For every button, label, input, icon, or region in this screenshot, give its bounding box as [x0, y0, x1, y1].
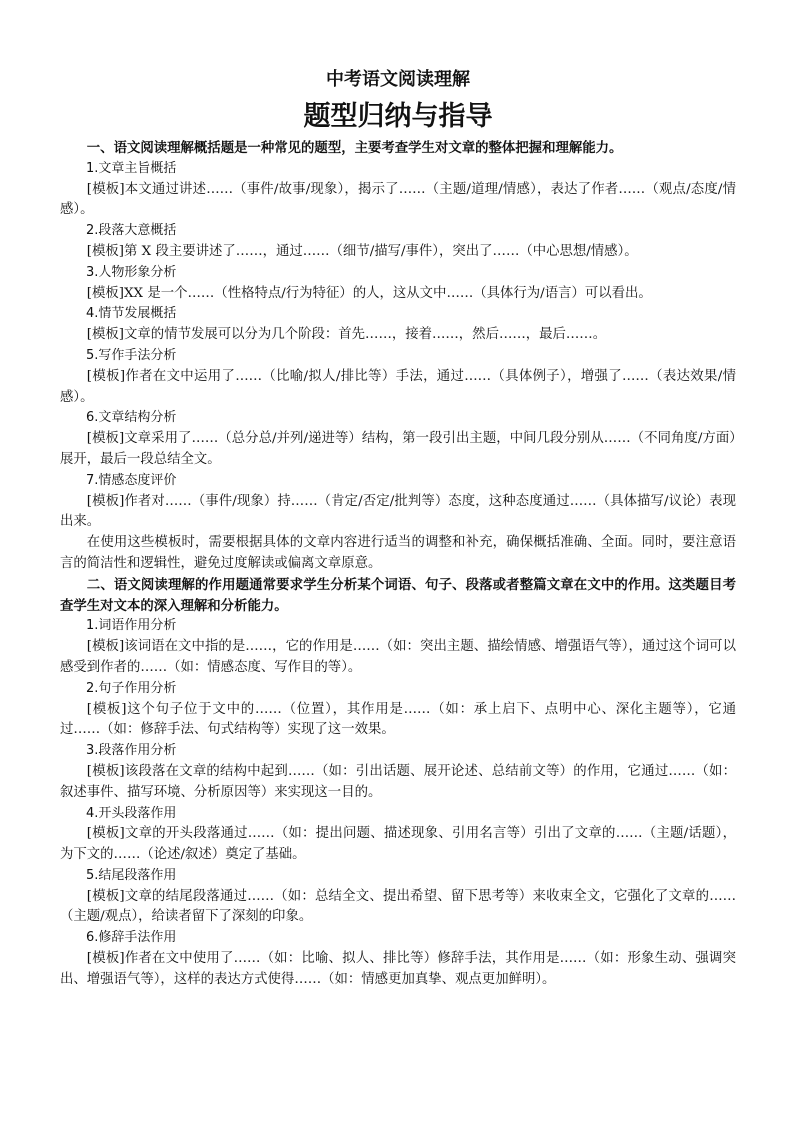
item-label: 4.开头段落作用: [86, 805, 177, 821]
item-label: 5.写作手法分析: [86, 347, 177, 363]
item-label: 7.情感态度评价: [86, 472, 177, 488]
item-template: [模板]本文通过讲述……（事件/故事/现象），揭示了……（主题/道理/情感），表达了作者……（观点/态度/情感）。: [60, 181, 736, 218]
section-note: 在使用这些模板时，需要根据具体的文章内容进行适当的调整和补充，确保概括准确、全面。同时，要注意语言的简洁性和逻辑性，避免过度解读或偏离文章原意。: [60, 535, 736, 571]
document-page: [60, 66, 736, 991]
item-template: [模板]第 X 段主要讲述了……，通过……（细节/描写/事件），突出了……（中心思想/情感）。: [86, 243, 638, 259]
item-label: 6.修辞手法作用: [86, 930, 177, 946]
item-label: 3.段落作用分析: [86, 743, 177, 759]
item-label: 6.文章结构分析: [86, 410, 177, 426]
section-summary-questions: [60, 138, 736, 575]
item-label: 3.人物形象分析: [86, 264, 177, 280]
item-label: 4.情节发展概括: [86, 306, 177, 322]
item-label: 5.结尾段落作用: [86, 867, 177, 883]
document-subtitle: 题型归纳与指导: [303, 101, 493, 132]
item-template: [模板]文章的情节发展可以分为几个阶段：首先……，接着……，然后……，最后……。: [86, 327, 607, 343]
item-label: 1.词语作用分析: [86, 618, 177, 634]
item-template: [模板]XX 是一个……（性格特点/行为特征）的人，这从文中……（具体行为/语言）可以看出。: [86, 285, 652, 301]
document-title: 中考语文阅读理解: [326, 69, 470, 90]
item-template: [模板]作者在文中运用了……（比喻/拟人/排比等）手法，通过……（具体例子），增强了……（表达效果/情感）。: [60, 368, 736, 405]
item-template: [模板]作者对……（事件/现象）持……（肯定/否定/批判等）态度，这种态度通过……（具体描写/议论）表现出来。: [60, 493, 736, 530]
item-template: [模板]文章的结尾段落通过……（如：总结全文、提出希望、留下思考等）来收束全文，它强化了文章的……（主题/观点），给读者留下了深刻的印象。: [60, 888, 736, 925]
item-label: 2.段落大意概括: [86, 223, 177, 239]
item-template: [模板]文章采用了……（总分总/并列/递进等）结构，第一段引出主题，中间几段分别从……（不同角度/方面）展开，最后一段总结全文。: [60, 431, 736, 467]
item-template: [模板]该段落在文章的结构中起到……（如：引出话题、展开论述、总结前文等）的作用，它通过……（如：叙述事件、描写环境、分析原因等）来实现这一目的。: [60, 763, 736, 800]
item-template: [模板]作者在文中使用了……（如：比喻、拟人、排比等）修辞手法，其作用是……（如：形象生动、强调突出、增强语气等），这样的表达方式使得……（如：情感更加真挚、观点更加鲜明）。: [60, 951, 736, 987]
item-template: [模板]文章的开头段落通过……（如：提出问题、描述现象、引用名言等）引出了文章的……（主题/话题），为下文的……（论述/叙述）奠定了基础。: [60, 826, 736, 863]
item-label: 2.句子作用分析: [86, 680, 177, 696]
item-template: [模板]该词语在文中指的是……，它的作用是……（如：突出主题、描绘情感、增强语气等），通过这个词可以感受到作者的……（如：情感态度、写作目的等）。: [60, 639, 736, 675]
item-label: 1.文章主旨概括: [86, 160, 177, 176]
section-function-questions: [60, 575, 736, 991]
section-heading: 二、语文阅读理解的作用题通常要求学生分析某个词语、句子、段落或者整篇文章在文中的作用。这类题目考查学生对文本的深入理解和分析能力。: [60, 576, 736, 614]
item-template: [模板]这个句子位于文中的……（位置），其作用是……（如：承上启下、点明中心、深化主题等），它通过……（如：修辞手法、句式结构等）实现了这一效果。: [60, 701, 736, 738]
section-heading: 一、语文阅读理解概括题是一种常见的题型，主要考查学生对文章的整体把握和理解能力。: [86, 140, 623, 156]
